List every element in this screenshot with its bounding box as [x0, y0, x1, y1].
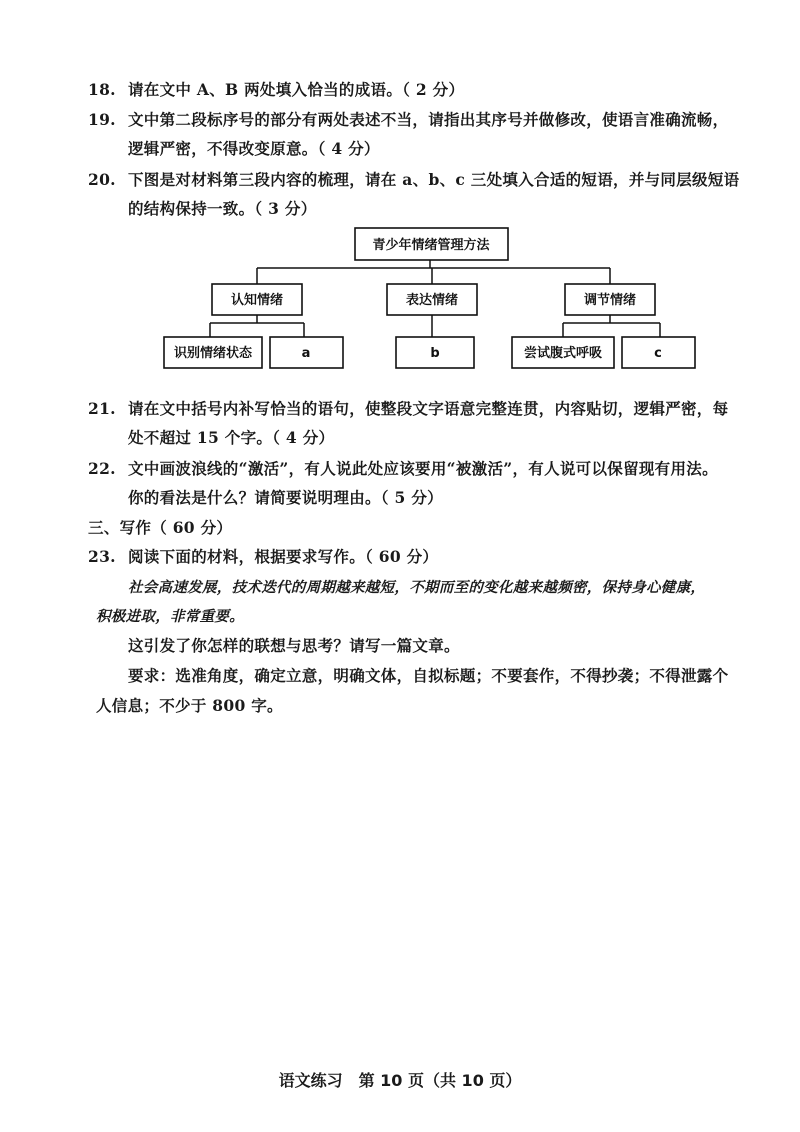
- question-text-line1: 下图是对材料第三段内容的梳理，请在 a、b、c 三处填入合适的短语，并与同层级短语: [128, 170, 740, 189]
- question-text: 阅读下面的材料，根据要求写作。（ 60 分）: [128, 547, 439, 566]
- root-label: 青少年情绪管理方法: [372, 238, 490, 253]
- question-number: 23.: [88, 547, 116, 566]
- question-text-line1: 请在文中括号内补写恰当的语句，使整段文字语意完整连贯，内容贴切，逻辑严密，每: [128, 399, 729, 418]
- level2-label: c: [654, 346, 662, 361]
- writing-requirements-line1: 要求：选准角度，确定立意，明确文体，自拟标题；不要套作，不得抄袭；不得泄露个: [128, 666, 729, 685]
- question-number: 21.: [88, 399, 116, 418]
- question-21: [88, 397, 728, 419]
- question-20-line2: 的结构保持一致。（ 3 分）: [128, 199, 317, 218]
- question-text: 请在文中 A、B 两处填入恰当的成语。（ 2 分）: [128, 80, 465, 99]
- question-23: [88, 545, 438, 567]
- material-line2: 积极进取，非常重要。: [96, 609, 244, 625]
- question-text-line1: 文中画波浪线的“激活”，有人说此处应该要用“被激活”，有人说可以保留现有用法。: [128, 459, 718, 478]
- level2-label: b: [430, 346, 440, 361]
- level2-label: a: [301, 346, 311, 361]
- question-22: [88, 457, 718, 479]
- connector-root: [257, 260, 610, 284]
- level2-label: 识别情绪状态: [173, 346, 253, 361]
- connector-right: [563, 315, 660, 337]
- question-19-line2: 逻辑严密，不得改变原意。（ 4 分）: [128, 139, 380, 158]
- question-number: 19.: [88, 110, 116, 129]
- section-heading: 三、写作（ 60 分）: [88, 518, 233, 537]
- writing-requirements-line2: 人信息；不少于 800 字。: [96, 696, 283, 715]
- question-21-line2: 处不超过 15 个字。（ 4 分）: [128, 428, 335, 447]
- material-line1: 社会高速发展，技术迭代的周期越来越短，不期而至的变化越来越频密，保持身心健康，: [128, 580, 706, 596]
- connector-left: [210, 315, 304, 337]
- question-number: 22.: [88, 459, 116, 478]
- level1-label: 调节情绪: [583, 293, 637, 308]
- question-text-line1: 文中第二段标序号的部分有两处表述不当，请指出其序号并做修改，使语言准确流畅，: [128, 110, 729, 129]
- question-number: 20.: [88, 170, 116, 189]
- writing-prompt: 这引发了你怎样的联想与思考？请写一篇文章。: [128, 636, 460, 655]
- level2-label: 尝试腹式呼吸: [523, 346, 603, 361]
- page-footer: 语文练习 第 10 页（共 10 页）: [278, 1071, 522, 1090]
- question-22-line2: 你的看法是什么？请简要说明理由。（ 5 分）: [128, 488, 443, 507]
- question-number: 18.: [88, 80, 116, 99]
- level1-label: 认知情绪: [230, 293, 284, 308]
- level1-label: 表达情绪: [405, 293, 459, 308]
- tree-diagram: [0, 0, 800, 400]
